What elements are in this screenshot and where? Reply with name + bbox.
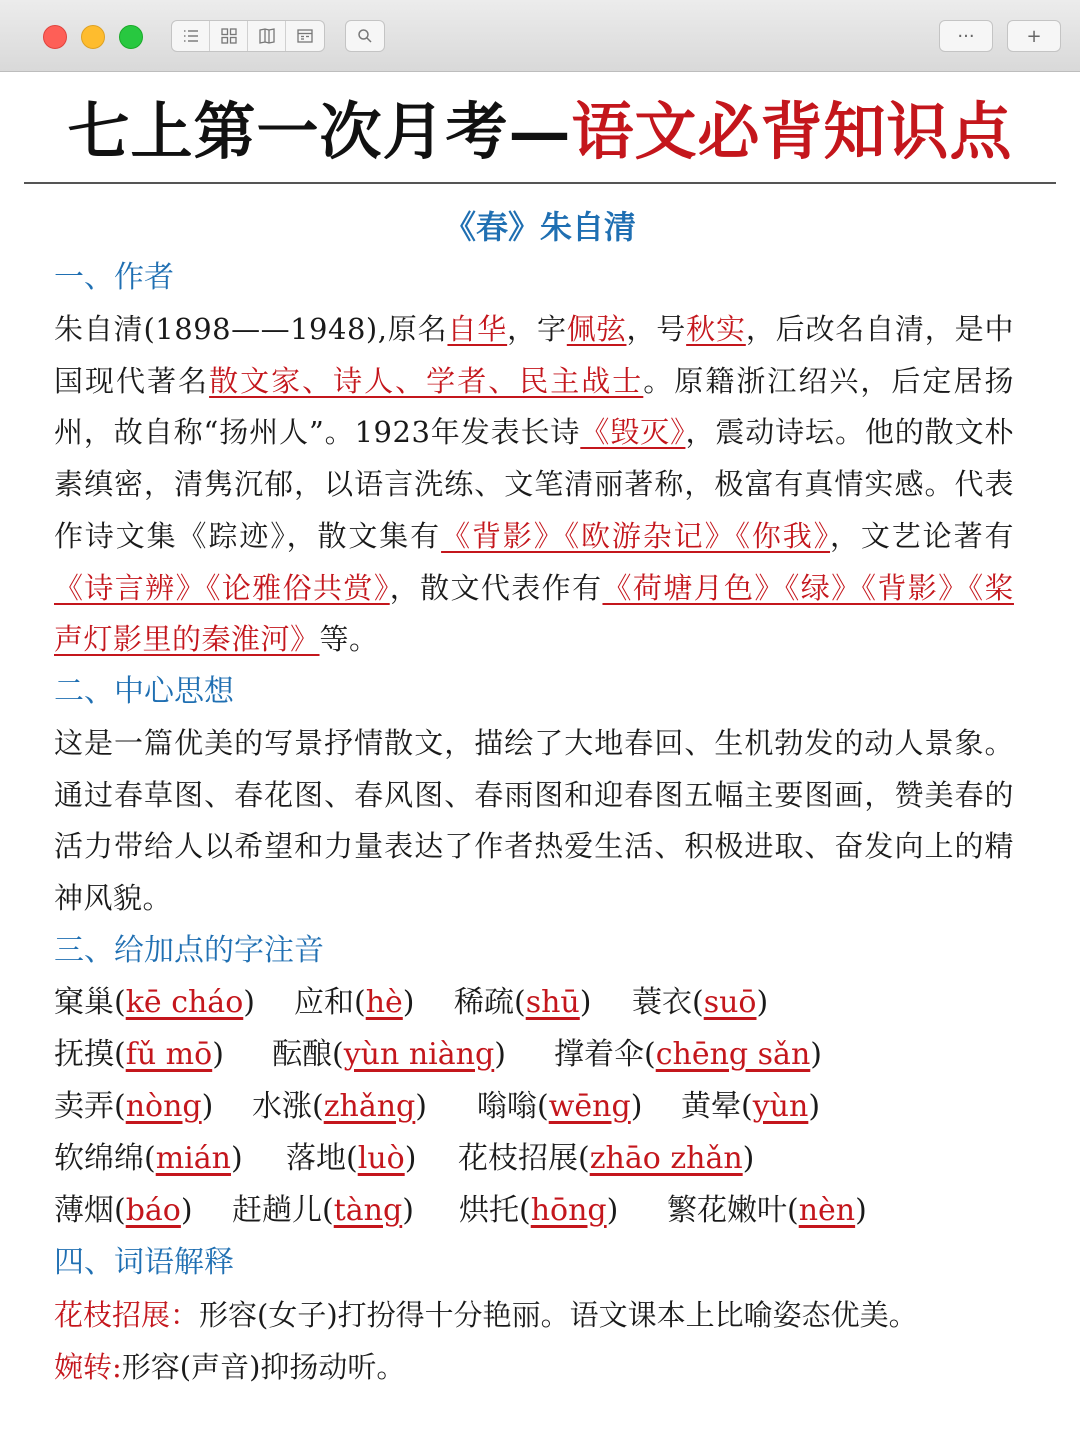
add-button[interactable]: +: [1026, 25, 1042, 47]
theme-paragraph: 这是一篇优美的写景抒情散文，描绘了大地春回、生机勃发的动人景象。通过春草图、春花图、春风图、春雨图和迎春图五幅主要图画，赞美春的活力带给人以希望和力量表达了作者热爱生活、积极进取、奋发向上的精神风貌。: [54, 725, 1014, 916]
close-window-button[interactable]: [43, 25, 67, 49]
text: ，字: [507, 312, 567, 346]
lesson-title: 《春》朱自清: [443, 208, 636, 246]
document-body: [54, 252, 1014, 1393]
book-view-button[interactable]: [248, 21, 286, 51]
text: ，号: [626, 312, 687, 346]
pinyin-row: [54, 977, 1014, 1029]
pinyin-item: 花枝招展(zhāo zhǎn): [458, 1140, 755, 1176]
text: ，散文代表作有: [389, 570, 603, 605]
list-icon: [182, 27, 200, 45]
minimize-window-button[interactable]: [81, 25, 105, 49]
pinyin-item: 软绵绵(mián): [54, 1140, 243, 1176]
pinyin-item: 撑着伞(chēng sǎn): [554, 1036, 822, 1072]
calendar-view-button[interactable]: [286, 21, 324, 51]
text: ，震动诗坛。他的散文朴素缜密，清隽沉郁，以语言洗练、文笔清丽著称，极富有真情实感。代表作诗文集《踪迹》，散文集有: [54, 415, 1014, 553]
underlined-term: 散文家、诗人、学者、民主战士: [209, 363, 644, 398]
definition-term: 花枝招展：: [54, 1297, 200, 1332]
calendar-icon: [296, 27, 314, 45]
section-heading-theme: 二、中心思想: [54, 673, 234, 709]
search-group: [345, 20, 385, 52]
pinyin-list: [54, 977, 1014, 1237]
section-heading-definitions: 四、词语解释: [54, 1244, 234, 1280]
definition-item: [54, 1341, 1014, 1393]
title-red-part: 语文必背知识点: [571, 95, 1013, 168]
pinyin-item: 酝酿(yùn niàng): [272, 1036, 506, 1072]
underlined-term: 《背影》《欧游杂记》《你我》: [441, 518, 831, 553]
pinyin-item: 薄烟(báo): [54, 1192, 193, 1228]
underlined-term: 《毁灭》: [580, 415, 686, 450]
search-icon: [356, 27, 374, 45]
book-icon: [258, 27, 276, 45]
list-view-button[interactable]: [172, 21, 210, 51]
pinyin-item: 嗡嗡(wēng): [477, 1088, 643, 1124]
pinyin-row: [54, 1185, 1014, 1237]
pinyin-item: 繁花嫩叶(nèn): [667, 1192, 867, 1228]
pinyin-item: 抚摸(fǔ mō): [54, 1036, 224, 1072]
text: 等。: [319, 622, 379, 657]
pinyin-item: 窠巢(kē cháo): [54, 984, 255, 1020]
pinyin-item: 黄晕(yùn): [681, 1088, 821, 1124]
page-title: [0, 94, 1080, 170]
text: 朱自清(1898——1948),原名: [54, 312, 448, 346]
underlined-term: 《诗言辨》《论雅俗共赏》: [54, 570, 390, 605]
section-heading-author: 一、作者: [54, 260, 174, 295]
grid-icon: [220, 27, 238, 45]
add-group: [1007, 20, 1061, 52]
definition-term: 婉转:: [54, 1349, 122, 1384]
grid-view-button[interactable]: [210, 21, 248, 51]
pinyin-item: 落地(luò): [286, 1140, 417, 1176]
section-heading-pinyin: 三、给加点的字注音: [54, 932, 324, 968]
pinyin-item: 水涨(zhǎng): [252, 1088, 427, 1124]
pinyin-item: 赶趟儿(tàng): [232, 1192, 414, 1228]
definition-item: [54, 1289, 1014, 1341]
underlined-term: 《荷塘月色》《绿》《背影》《桨声灯影里的秦淮河》: [54, 570, 1014, 657]
zoom-window-button[interactable]: [119, 25, 143, 49]
pinyin-item: 烘托(hōng): [459, 1192, 619, 1228]
title-black-part: 七上第一次月考—: [67, 95, 572, 168]
window-toolbar: [0, 0, 1080, 72]
pinyin-item: 卖弄(nòng): [54, 1088, 214, 1124]
pinyin-row: [54, 1029, 1014, 1081]
pinyin-row: [54, 1133, 1014, 1185]
pinyin-item: 蓑衣(suō): [632, 984, 769, 1020]
document: [0, 72, 1080, 1384]
definition-text: 形容(女子)打扮得十分艳丽。语文课本上比喻姿态优美。: [199, 1297, 918, 1332]
text: ，文艺论著有: [830, 518, 1014, 553]
pinyin-item: 稀疏(shū): [454, 984, 592, 1020]
pinyin-item: 应和(hè): [294, 984, 415, 1020]
title-divider: [24, 182, 1056, 184]
definition-text: 形容(声音)抑扬动听。: [121, 1349, 406, 1384]
view-mode-group: [171, 20, 325, 52]
pinyin-row: [54, 1081, 1014, 1133]
underlined-term: 自华: [447, 312, 508, 346]
more-button[interactable]: ···: [957, 25, 975, 47]
text: ，后改名自清，是中国现代著名: [54, 312, 1014, 398]
search-button[interactable]: [346, 21, 384, 51]
underlined-term: 秋实: [686, 312, 746, 346]
text: 。原籍浙江绍兴，后定居扬州，故自称“扬州人”。1923年发表长诗: [54, 363, 1014, 450]
more-group: [939, 20, 993, 52]
underlined-term: 佩弦: [566, 312, 627, 346]
author-paragraph: [54, 304, 1014, 666]
